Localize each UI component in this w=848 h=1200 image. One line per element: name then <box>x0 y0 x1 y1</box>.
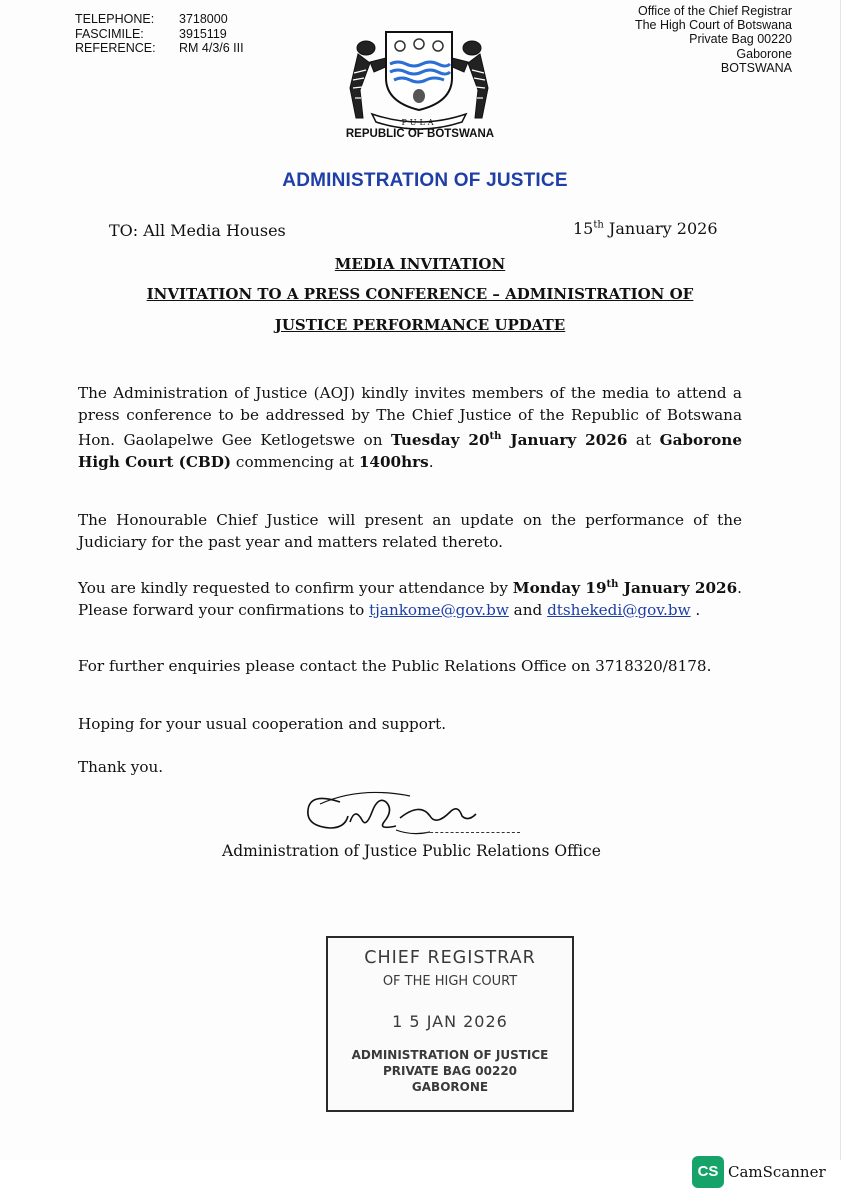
official-stamp <box>326 936 574 1112</box>
camscanner-logo-icon: CS <box>692 1156 724 1188</box>
paragraph-enquiries: For further enquiries please contact the Public Relations Office on 3718320/8178. <box>78 657 712 675</box>
stamp-date: 1 5 JAN 2026 <box>392 1012 508 1031</box>
stamp-line-bag: PRIVATE BAG 00220 <box>382 1064 518 1078</box>
paragraph-invitation: The Administration of Justice (AOJ) kindly invites members of the media to attend a press conference to be addressed by The Chief Justice of the Republic of Botswana Hon. Gaolapelwe Gee Ketlogetswe on Tuesday 20th January 2026 at Gaborone High Court (CBD) commencing at 1400hrs. <box>78 384 742 471</box>
email-link-dtshekedi[interactable]: dtshekedi@gov.bw <box>547 600 691 619</box>
email-link-tjankome[interactable]: tjankome@gov.bw <box>369 600 509 619</box>
contact-block <box>75 12 244 56</box>
title-invitation-line1: INVITATION TO A PRESS CONFERENCE – ADMINISTRATION OF <box>146 285 694 303</box>
recipient: TO: All Media Houses <box>109 221 286 240</box>
paragraph-confirmation: You are kindly requested to confirm your attendance by Monday 19th January 2026. Please forward your confirmations to tjankome@gov.bw and dtshekedi@gov.bw . <box>78 579 742 619</box>
signature-icon <box>300 782 530 842</box>
paragraph-update: The Honourable Chief Justice will present an update on the performance of the Judiciary for the past year and matters related thereto. <box>78 511 742 551</box>
letter-date: 15th January 2026 <box>573 219 718 238</box>
crest-motto: PULA <box>401 118 437 127</box>
contact-fax: FASCIMILE: 3915119 <box>75 26 227 41</box>
republic-label: REPUBLIC OF BOTSWANA <box>345 128 495 140</box>
office-address: Office of the Chief Registrar The High Court of Botswana Private Bag 00220 Gaborone BOTSWANA <box>634 4 792 75</box>
title-media-invitation: MEDIA INVITATION <box>334 255 506 273</box>
closing-thanks: Thank you. <box>78 758 164 776</box>
department-heading: ADMINISTRATION OF JUSTICE <box>282 170 568 191</box>
title-invitation-line2: JUSTICE PERFORMANCE UPDATE <box>274 316 566 334</box>
stamp-line-high-court: OF THE HIGH COURT <box>382 974 518 989</box>
contact-telephone: TELEPHONE: 3718000 <box>75 12 228 26</box>
stamp-line-gaborone: GABORONE <box>411 1080 489 1094</box>
signature-line <box>425 832 520 833</box>
stamp-line-aoj: ADMINISTRATION OF JUSTICE <box>351 1048 549 1062</box>
stamp-line-chief-registrar: CHIEF REGISTRAR <box>364 948 536 968</box>
coat-of-arms-icon <box>336 18 502 130</box>
camscanner-label: CamScanner <box>728 1163 826 1181</box>
contact-reference: REFERENCE: RM 4/3/6 III <box>75 41 244 55</box>
signatory-title: Administration of Justice Public Relations Office <box>222 842 601 860</box>
paragraph-cooperation: Hoping for your usual cooperation and support. <box>78 715 447 733</box>
